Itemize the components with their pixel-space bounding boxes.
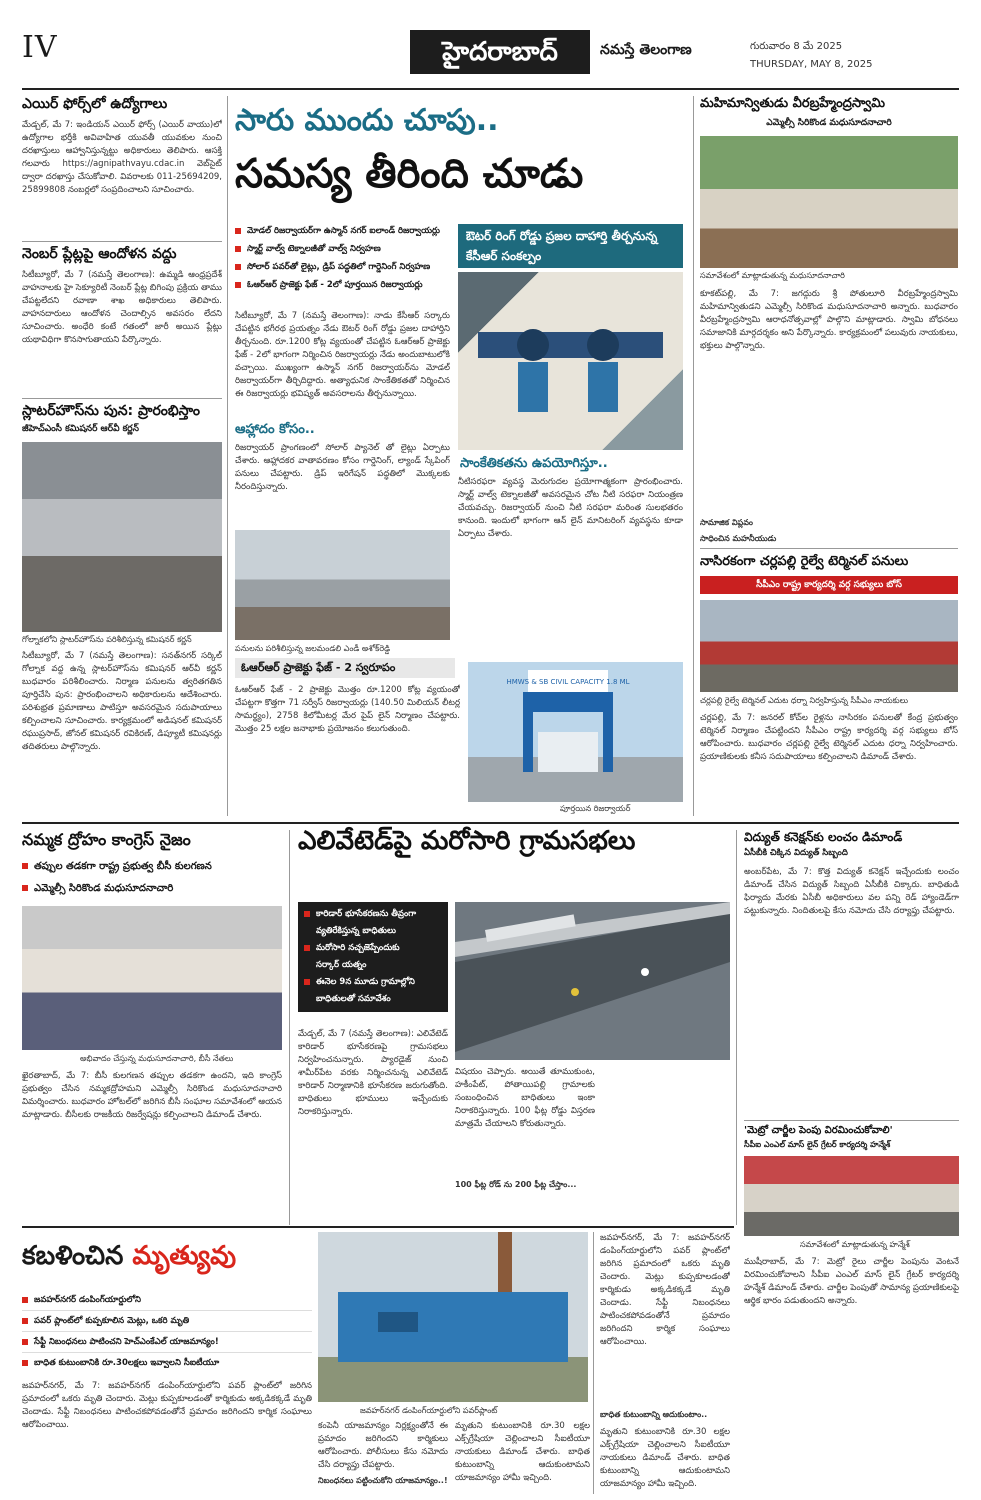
death-caption-2: నిబంధనలు పట్టించుకోని యాజమాన్యం..! <box>318 1476 448 1485</box>
bullet-icon <box>235 228 241 234</box>
bullet-continuation: బాధితులతో సమావేశం <box>316 994 391 1004</box>
date-telugu: గురువారం 8 మే 2025 <box>750 41 843 52</box>
center-headline-1: సారు ముందు చూపు.. <box>235 103 499 138</box>
bullet-item: సేఫ్టీ నిబంధనలు పాటించని హెచ్‌ఎంకేఎల్‌ యాజమాన్యం! <box>22 1332 312 1353</box>
article-slaughterhouse-headline: స్లాటర్‌హౌస్‌ను పున: ప్రారంభిస్తాం <box>22 403 201 419</box>
article-numberplate-body: సిటీబ్యూరో, మే 7 (నమస్తే తెలంగాణ): ఉమ్మడి ఆంధ్రప్రదేశ్ వాహనాలకు హై సెక్యూరిటీ నెంబర్ ప్లేట్ల బిగింపు ప్రక్రియ తాము చేపట్టలేదని రవాణా శాఖ అధికారులు తెలిపారు. వాహనదారులు ఆందోళన చెందాల్సిన అవసరం లేదని సూచించారు. అంధేరి కంటే గతంలో జారీ అయిన ప్లేట్లు యథావిధిగా కొనసాగుతాయని పేర్కొన్నారు. <box>22 270 222 345</box>
column-divider <box>289 830 290 1225</box>
bullet-item: జవహర్‌నగర్ డంపింగ్‌యార్డులోని <box>22 1290 312 1311</box>
article-bribe-headline: విద్యుత్ కనెక్షన్‌కు లంచం డిమాండ్ <box>744 830 903 844</box>
header-rule <box>22 88 959 90</box>
article-bribe-subhead: ఏసీబీకి చిక్కిన విద్యుత్ సిబ్బంది <box>744 848 848 858</box>
power-plant-photo-caption: జవహర్‌నగర్ డంపింగ్‌యార్డులోని పవర్‌ప్లాంట్ <box>360 1406 498 1415</box>
column-divider <box>693 96 694 816</box>
bullet-item: ఎమ్మెల్సీ సిరికొండ మధుసూదనాచారి <box>22 878 282 900</box>
section-rule <box>22 1226 734 1228</box>
article-elevated-body-2: విషయం చెప్పారు. అయితే తూముకుంట, హకీంపేట్, పోతాయిపల్లి గ్రామాలకు సంబంధించిన బాధితులు ఇంకా నిరాకరిస్తున్నారు. 100 ఫీట్ల రోడ్డు విస్తరణ మాత్రమే చేయాలని కోరుతున్నారు. <box>455 1067 595 1129</box>
bullet-item: తప్పుల తడకగా రాష్ట్ర ప్రభుత్వ బీసీ కులగణన <box>22 856 282 878</box>
article-metro-body: ముషీరాబాద్, మే 7: మెట్రో రైలు చార్జీల పెంపును వెంటనే విరమించుకోవాలని సీపీఐ ఎంఎల్ మాస్ లైన్ గ్రేటర్ కార్యదర్శి హన్మేశ్ డిమాండ్ చేశారు. చార్జీల పెంపుతో సామాన్య ప్రయాణికులపై ఆర్థిక భారం పడుతుందని అన్నారు. <box>744 1257 959 1306</box>
article-death-body-2: కంపెనీ యాజమాన్యం నిర్లక్ష్యంతోనే ఈ ప్రమాదం జరిగిందని కార్మికులు ఆరోపించారు. పోలీసులు కేసు నమోదు చేసి దర్యాప్తు చేపట్టారు. <box>318 1421 448 1470</box>
reservoir-tower-illustration <box>468 662 683 802</box>
article-brahmendra-body: కూకట్‌పల్లి, మే 7: జగద్గురు శ్రీ పోతులూరి వీరబ్రహ్మేంద్రస్వామి మహిమాన్వితుడని ఎమ్మెల్సీ సిరికొండ మధుసూదనాచారి అన్నారు. బుధవారం వీరబ్రహ్మేంద్రస్వామి ఆరాధనోత్సవాల్లో పాల్గొని మాట్లాడారు. స్వామి బోధనలు సమాజానికి మార్గదర్శకం అని పేర్కొన్నారు. కార్యక్రమంలో పలువురు నాయకులు, భక్తులు పాల్గొన్నారు. <box>700 289 958 351</box>
center-body-1: సిటీబ్యూరో, మే 7 (నమస్తే తెలంగాణ): నాడు కేసీఆర్ సర్కారు చేపట్టిన భగీరథ ప్రయత్నం నేడు ఔటర్ రింగ్ రోడ్డు ప్రజల దాహార్తిని తీర్చనుంది. రూ.1200 కోట్ల వ్యయంతో చేపట్టిన ఓఆర్ఆర్ ప్రాజెక్టు ఫేజ్ - 2లో భాగంగా నిర్మించిన రిజర్వాయర్లు నేడు అందుబాటులోకి వచ్చాయి. ముఖ్యంగా ఉస్మాన్ నగర్ రిజర్వాయర్‌ను మోడల్ రిజర్వాయర్‌గా తీర్చిదిద్దారు. అత్యాధునిక సాంకేతికతతో నిర్మించిన ఈ రిజర్వాయర్లు భవిష్యత్ అవసరాలను తీర్చనున్నాయి. <box>235 311 450 399</box>
power-plant-illustration <box>318 1232 588 1402</box>
center-story <box>235 96 690 202</box>
slaughterhouse-photo-caption: గోల్నాకలోని స్లాటర్‌హౌస్‌ను పరిశీలిస్తున్న కమిషనర్ కర్ణన్ <box>22 635 192 644</box>
divider <box>22 241 222 242</box>
column-divider <box>736 830 737 1225</box>
inspection-photo <box>235 530 450 640</box>
page-number: IV <box>22 30 58 65</box>
article-death-body-3: మృతుని కుటుంబానికి రూ.30 లక్షల ఎక్స్‌గ్రేషియా చెల్లించాలని సీఐటీయూ నాయకులు డిమాండ్ చేశారు. బాధిత కుటుంబాన్ని ఆదుకుంటామని యాజమాన్యం హామీ ఇచ్చింది. <box>455 1421 590 1483</box>
bullet-icon <box>22 1339 28 1345</box>
article-betrayal-headline: నమ్మక ద్రోహం కాంగ్రెస్ నైజం <box>22 830 191 849</box>
right-column <box>700 96 958 506</box>
date-english: THURSDAY, MAY 8, 2025 <box>750 59 873 70</box>
headline-part-red: మృత్యువు <box>132 1241 237 1271</box>
section-rule <box>22 822 959 824</box>
bullet-item: ఈనెల 9న మూడు గ్రామాల్లోని <box>304 974 442 991</box>
article-death-headline <box>22 1232 312 1280</box>
column-divider <box>227 96 228 816</box>
elevated-bullet-box <box>298 902 448 1012</box>
bullet-icon <box>235 264 241 270</box>
center-body-3: నీటిసరఫరా వ్యవస్థ మెరుగుదల ప్రయోగాత్మకంగా ప్రారంభించారు. స్మార్ట్ వాల్వ్ టెక్నాలజీతో అవసరమైన చోట నీటి సరఫరా నియంత్రణ చేయవచ్చు. రిజర్వాయర్ నుంచి నీటి సరఫరా మరింత సులభతరం కానుంది. ఇందులో భాగంగా ఆన్ లైన్ మానిటరింగ్ వ్యవస్థను కూడా ఏర్పాటు చేశారు. <box>458 477 683 539</box>
column-divider <box>593 1232 594 1494</box>
death-caption-3: బాధిత కుటుంబాన్ని ఆదుకుంటాం.. <box>600 1410 708 1419</box>
tower-label: HMWS & SB CIVIL CAPACITY 1.8 ML <box>506 678 630 686</box>
brahmendra-subhead-3: సాధించిన మహనీయుడు <box>700 534 777 543</box>
elevated-corridor-photo <box>455 902 730 1060</box>
bullet-icon <box>304 979 310 985</box>
death-bullets <box>22 1290 312 1373</box>
bullet-continuation: సర్కార్ యత్నం <box>316 960 367 970</box>
article-betrayal-body: ఖైరతాబాద్, మే 7: బీసీ కులగణన తప్పుల తడకగా ఉందని, ఇది కాంగ్రెస్ ప్రభుత్వం చేసిన నమ్మకద్రోహమని ఎమ్మెల్సీ సిరికొండ మధుసూదనాచారి విమర్శించారు. బుధవారం హోటల్‌లో జరిగిన బీసీ సంఘాల సమావేశంలో ఆయన మాట్లాడారు. బీసీలకు రాజకీయ రిజర్వేషన్లు కల్పించాలని డిమాండ్ చేశారు. <box>22 1071 282 1120</box>
article-brahmendra-headline: మహిమాన్వితుడు వీరబ్రహ్మేంద్రస్వామి <box>700 96 885 111</box>
article-death-body: జవహర్‌నగర్, మే 7: జవహర్‌నగర్ డంపింగ్‌యార్డులోని పవర్ ప్లాంట్‌లో జరిగిన ప్రమాదంలో ఒకరు మృతి చెందారు. మెట్లు కుప్పకూలడంతో కార్మికుడు అక్కడికక్కడే మృతి చెందాడు. సేఫ్టీ నిబంధనలు పాటించకపోవడంతోనే ప్రమాదం జరిగిందని కార్మిక సంఘాలు ఆరోపించాయి. <box>22 1381 312 1430</box>
bullet-item: స్మార్ట్ వాల్వ్ టెక్నాలజీతో వాల్వ్ నిర్వహణ <box>235 240 450 258</box>
date-block <box>750 38 872 74</box>
center-body-4: ఓఆర్ఆర్ ఫేజ్ - 2 ప్రాజెక్టు మొత్తం రూ.1200 కోట్ల వ్యయంతో చేపట్టగా కొత్తగా 71 సర్వీస్ రిజర్వాయర్లు (140.50 మిలియన్ లీటర్ల సామర్థ్యం), 2758 కిలోమీటర్ల మేర పైప్ లైన్ నిర్మాణం చేపట్టారు. మొత్తం 25 లక్షల జనాభాకు ప్రయోజనం కలుగుతుంది. <box>235 685 460 734</box>
bullet-icon <box>235 246 241 252</box>
divider <box>700 548 958 549</box>
pump-illustration <box>458 272 683 450</box>
bullet-icon <box>304 911 310 917</box>
metro-photo <box>744 1156 959 1236</box>
bullet-item: ఓఆర్ఆర్ ప్రాజెక్టు ఫేజ్ - 2లో పూర్తయిన రిజర్వాయర్లు <box>235 276 450 294</box>
article-death-body-4: మృతుని కుటుంబానికి రూ.30 లక్షల ఎక్స్‌గ్రేషియా చెల్లించాలని సీఐటీయూ నాయకులు డిమాండ్ చేశారు. బాధిత కుటుంబాన్ని ఆదుకుంటామని యాజమాన్యం హామీ ఇచ్చింది. <box>600 1427 730 1489</box>
article-metro-subhead: సీపీఐ ఎంఎల్ మాస్ లైన్ గ్రేటర్ కార్యదర్శి హన్మేశ్ <box>744 1140 891 1149</box>
center-headline-2: సమస్య తీరింది చూడు <box>235 151 584 197</box>
center-bullets <box>235 222 450 294</box>
divider <box>22 398 222 399</box>
bullet-item: కారిడార్ భూసేకరణను తీవ్రంగా <box>304 906 442 923</box>
elevated-caption: 100 ఫీట్ల రోడ్ ను 200 ఫీట్ల చేస్తాం... <box>455 1180 577 1189</box>
betrayal-photo-caption: అభివాదం చేస్తున్న మధుసూదనాచారి, బీసీ నేతలు <box>80 1054 234 1063</box>
bullet-item: సోలార్ పవర్‌తో లైట్లు, డ్రిప్ పద్ధతిలో గార్డెనింగ్ నిర్వహణ <box>235 258 450 276</box>
reservoir-photo <box>468 662 683 802</box>
orr-subhead-band <box>235 658 455 678</box>
article-airforce-headline: ఎయిర్ ఫోర్స్‌లో ఉద్యోగాలు <box>22 96 168 112</box>
left-column <box>22 96 222 940</box>
betrayal-photo <box>22 906 282 1050</box>
bullet-item: బాధిత కుటుంబానికి రూ.30లక్షలు ఇవ్వాలని సీఐటీయూ <box>22 1353 312 1373</box>
charlapalli-photo-caption: చర్లపల్లి రైల్వే టెర్మినల్ ఎదుట ధర్నా నిర్వహిస్తున్న సీపీఎం నాయకులు <box>700 696 909 705</box>
elevated-corridor-illustration <box>455 902 730 1060</box>
article-numberplate-headline: నెంబర్ ప్లేట్లపై ఆందోళన వద్దు <box>22 246 177 262</box>
bullet-icon <box>22 885 28 891</box>
bullet-icon <box>22 1297 28 1303</box>
reservoir-photo-caption: పూర్తయిన రిజర్వాయర్ <box>560 804 631 813</box>
bullet-icon <box>22 1318 28 1324</box>
article-slaughterhouse-body: సిటీబ్యూరో, మే 7 (నమస్తే తెలంగాణ): సనత్‌నగర్ సర్కిల్ గోల్నాక వద్ద ఉన్న స్లాటర్‌హౌస్‌ను కమిషనర్ ఆర్‌వీ కర్ణన్ బుధవారం పరిశీలించారు. నిర్మాణ పనులను త్వరితగతిన పూర్తిచేసి పున: ప్రారంభించాలని అధికారులను ఆదేశించారు. పరిశుభ్రత ప్రమాణాలు పాటిస్తూ అవసరమైన సదుపాయాలు కల్పించాలని సూచించారు. కార్యక్రమంలో అడిషనల్ కమిషనర్ రఘుప్రసాద్, జోనల్ కమిషనర్ రవికిరణ్, డిప్యూటీ కమిషనర్లు తదితరులు పాల్గొన్నారు. <box>22 651 222 752</box>
masthead: హైదరాబాద్ <box>410 30 590 74</box>
article-slaughterhouse-subhead: జీహెచ్‌ఎంసీ కమిషనర్ ఆర్‌వీ కర్ణన్ <box>22 424 139 434</box>
paper-name: నమస్తే తెలంగాణ <box>600 42 692 58</box>
bullet-continuation: వ్యతిరేకిస్తున్న బాధితులు <box>316 926 396 936</box>
divider <box>744 1120 959 1121</box>
metro-photo-caption: సమావేశంలో మాట్లాడుతున్న హన్మేశ్ <box>800 1240 910 1249</box>
article-elevated-headline: ఎలివేటెడ్‌పై మరోసారి గ్రామసభలు <box>298 826 636 856</box>
power-plant-photo <box>318 1232 588 1402</box>
bullet-icon <box>22 863 28 869</box>
subhead-pleasant: ఆహ్లాదం కోసం.. <box>235 422 315 437</box>
bullet-item: పవర్ ప్లాంట్‌లో కుప్పకూలిన మెట్లు, ఒకరి మృతి <box>22 1311 312 1332</box>
bullet-item: మరోసారి నచ్చజెప్పేందుకు <box>304 940 442 957</box>
article-metro-headline: 'మెట్రో చార్జీల పెంపు విరమించుకోవాలి' <box>744 1125 893 1136</box>
inspection-photo-caption: పనులను పరిశీలిస్తున్న జలమండలి ఎండీ అశోక్‌రెడ్డి <box>235 644 391 653</box>
pump-room-photo <box>458 272 683 450</box>
article-elevated-body: మేడ్చల్, మే 7 (నమస్తే తెలంగాణ): ఎలివేటెడ్ కారిడార్ భూసేకరణపై గ్రామసభలు నిర్వహించనున్నారు. ప్యారడైజ్ నుంచి శామీర్‌పేట వరకు నిర్మించనున్న ఎలివేటెడ్ కారిడార్ నిర్మాణానికి భూసేకరణ జరుగుతోంది. బాధితులు భూములు ఇచ్చేందుకు నిరాకరిస్తున్నారు. <box>298 1029 448 1117</box>
brahmendra-photo <box>700 136 958 268</box>
article-charlapalli-headline: నాసిరకంగా చర్లపల్లి రైల్వే టెర్మినల్ పనులు <box>700 554 909 569</box>
subhead-technology: సాంకేతికతను ఉపయోగిస్తూ.. <box>460 456 608 471</box>
article-death-body-continued: జవహర్‌నగర్, మే 7: జవహర్‌నగర్ డంపింగ్‌యార్డులోని పవర్ ప్లాంట్‌లో జరిగిన ప్రమాదంలో ఒకరు మృతి చెందారు. మెట్లు కుప్పకూలడంతో కార్మికుడు అక్కడికక్కడే మృతి చెందాడు. సేఫ్టీ నిబంధనలు పాటించకపోవడంతోనే ప్రమాదం జరిగిందని కార్మిక సంఘాలు ఆరోపించాయి. <box>600 1233 730 1347</box>
article-charlapalli-body: చర్లపల్లి, మే 7: జనరల్ కోచ్‌ల రైళ్లను నాసిరకం పనులతో కేంద్ర ప్రభుత్వం టెర్మినల్ నిర్మాణం చేపట్టిందని సీపీఎం రాష్ట్ర కార్యదర్శి వర్గ సభ్యులు బోస్ ఆరోపించారు. బుధవారం చర్లపల్లి రైల్వే టెర్మినల్ ఎదుట ధర్నా నిర్వహించారు. ప్రయాణికులకు కనీస సదుపాయాలు కల్పించాలని డిమాండ్ చేశారు. <box>700 713 958 762</box>
bullet-icon <box>304 945 310 951</box>
betrayal-bullets <box>22 856 282 900</box>
brahmendra-photo-caption: సమావేశంలో మాట్లాడుతున్న మధుసూదనాచారి <box>700 271 845 280</box>
slaughterhouse-photo <box>22 442 222 632</box>
center-body-2: రిజర్వాయర్ ప్రాంగణంలో సోలార్ ప్యానెల్ తో లైట్లు ఏర్పాటు చేశారు. ఆహ్లాదకర వాతావరణం కోసం గార్డెనింగ్, ల్యాండ్ స్కేపింగ్ పనులు చేపట్టారు. డ్రిప్ ఇరిగేషన్ పద్ధతిలో మొక్కలకు నీరందిస్తున్నారు. <box>235 443 450 492</box>
headline-part-black: కబళించిన <box>22 1241 124 1271</box>
brahmendra-subhead-2: సామాజిక విప్లవం <box>700 518 753 527</box>
article-bribe-body: అంబర్‌పేట, మే 7: కొత్త విద్యుత్ కనెక్షన్ ఇచ్చేందుకు లంచం డిమాండ్ చేసిన విద్యుత్ సిబ్బంది ఏసీబీకి చిక్కారు. బాధితుడి ఫిర్యాదు మేరకు ఏసీబీ అధికారులు వల పన్ని రెడ్ హ్యాండెడ్‌గా పట్టుకున్నారు. నిందితులపై కేసు నమోదు చేసి దర్యాప్తు చేపట్టారు. <box>744 867 959 916</box>
article-airforce-body: మేడ్చల్, మే 7: ఇండియన్ ఎయిర్ ఫోర్స్ (ఎయిర్ వాయు)లో ఉద్యోగాల భర్తీకి అవివాహిత యువతీ యువకుల నుంచి దరఖాస్తులు ఆహ్వానిస్తున్నట్టు అధికారులు తెలిపారు. ఆసక్తి గలవారు https://agnipathvayu.cdac.in వెబ్‌సైట్ ద్వారా దరఖాస్తు చేసుకోవాలి. వివరాలకు 011-25694209, 25899808 నంబర్లలో సంప్రదించాలని సూచించారు. <box>22 120 222 195</box>
orr-subhead: ఓఆర్ఆర్ ప్రాజెక్టు ఫేజ్ - 2 స్వరూపం <box>241 661 396 674</box>
charlapalli-photo <box>700 600 958 692</box>
article-charlapalli-subhead: సీపీఎం రాష్ట్ర కార్యదర్శి వర్గ సభ్యులు బోస్ <box>700 576 958 594</box>
bullet-icon <box>235 282 241 288</box>
bullet-icon <box>22 1360 28 1366</box>
teal-callout: ఔటర్ రింగ్ రోడ్డు ప్రజల దాహార్తి తీర్చనున్న కేసీఆర్ సంకల్పం <box>458 224 683 268</box>
bullet-item: మోడల్ రిజర్వాయర్‌గా ఉస్మాన్ నగర్ ఐలాండ్ రిజర్వాయర్లు <box>235 222 450 240</box>
article-brahmendra-subhead: ఎమ్మెల్సీ సిరికొండ మధుసూదనాచారి <box>766 118 892 128</box>
